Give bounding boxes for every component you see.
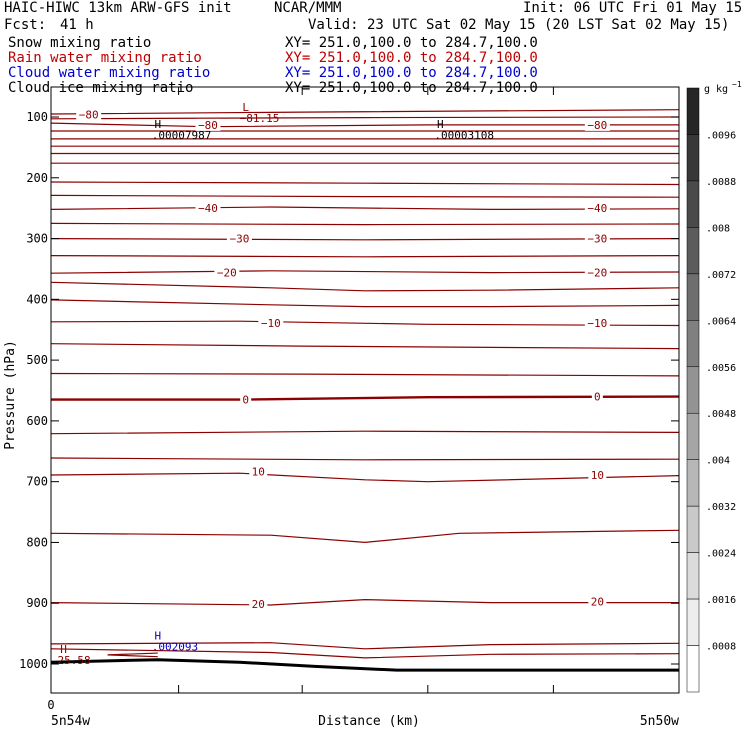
isotherm-line [51, 271, 679, 273]
y-tick-label: 500 [26, 353, 48, 368]
colorbar-swatch [687, 227, 699, 273]
y-tick-label: 300 [26, 231, 48, 246]
colorbar-label: .0088 [706, 176, 737, 188]
isotherm-line [51, 123, 679, 127]
x-axis-end-label: 5n50w [639, 714, 679, 729]
colorbar-unit: g kg [704, 84, 729, 95]
field-ice-name: Cloud ice mixing ratio [8, 80, 194, 96]
colorbar-swatch [687, 646, 699, 692]
isotherm-label: −40 [587, 202, 608, 216]
y-tick-label: 400 [26, 292, 48, 307]
temperature-isotherms [51, 110, 679, 670]
isotherm-label: −80 [78, 108, 99, 122]
field-snow-name: Snow mixing ratio [8, 35, 152, 51]
colorbar-swatch [687, 506, 699, 552]
isotherm-line [51, 431, 679, 434]
x-axis-title: Distance (km) [318, 714, 420, 729]
isotherm-line [51, 282, 679, 291]
colorbar-swatch [687, 88, 699, 134]
isotherm-line [108, 653, 158, 657]
y-tick-label: 700 [26, 474, 48, 489]
colorbar-swatch [687, 274, 699, 320]
isotherm-label: −40 [198, 202, 218, 216]
y-tick-label: 900 [26, 596, 48, 611]
isotherm-line [51, 300, 679, 307]
extremum-value: .00007987 [151, 128, 212, 142]
y-tick-label: 800 [26, 535, 48, 550]
extremum-symbol: L [242, 100, 249, 114]
isotherm-label: −80 [587, 118, 608, 132]
field-snow-xy: XY= 251.0,100.0 to 284.7,100.0 [285, 35, 538, 51]
valid-time: Valid: 23 UTC Sat 02 May 15 (20 LST Sat 02 May 15) [308, 17, 730, 33]
isotherm-line [51, 182, 679, 185]
isotherm-label: −30 [587, 232, 608, 246]
isotherm-label: 10 [590, 468, 604, 482]
isotherm-zero [51, 397, 679, 400]
isotherm-label: −10 [260, 317, 281, 331]
isotherm-line [51, 344, 679, 349]
isotherm-label: 0 [594, 390, 601, 404]
isotherm-label: −30 [229, 232, 250, 246]
field-cloud-name: Cloud water mixing ratio [8, 65, 211, 81]
isotherm-line [51, 110, 679, 114]
colorbar-label: .0048 [706, 409, 737, 421]
isotherm-line [51, 473, 679, 482]
center-name: NCAR/MMM [274, 0, 342, 16]
colorbar-swatch [687, 553, 699, 599]
colorbar-label: .0016 [706, 595, 737, 607]
field-rain-name: Rain water mixing ratio [8, 50, 202, 66]
colorbar-swatch [687, 599, 699, 645]
model-title: HAIC-HIWC 13km ARW-GFS init [4, 0, 232, 16]
extremum-value: .002093 [151, 640, 199, 654]
init-time: Init: 06 UTC Fri 01 May 15 [523, 0, 742, 16]
extremum-symbol: H [437, 117, 444, 131]
colorbar-label: .0008 [706, 641, 737, 653]
extremum-symbol: H [154, 629, 162, 643]
colorbar-label: .0056 [706, 362, 737, 374]
colorbar-unit-exponent: −1 [732, 80, 742, 89]
isotherm-label: −20 [587, 266, 608, 280]
terrain-surface-line [51, 660, 679, 670]
colorbar-swatch [687, 134, 699, 180]
extremum-value: −81.15 [239, 111, 280, 125]
isotherm-line [51, 458, 679, 460]
colorbar-label: .0064 [706, 316, 737, 328]
isotherm-line [51, 600, 679, 605]
extremum-symbol: H [154, 117, 162, 131]
x-axis-start-label: 5n54w [51, 714, 91, 729]
y-tick-label: 200 [26, 170, 48, 185]
y-axis [19, 110, 679, 671]
colorbar-label: .0024 [706, 548, 737, 560]
isotherm-line [51, 195, 679, 197]
isotherm-line [51, 643, 679, 649]
colorbar-label: .004 [706, 455, 731, 467]
extremum-value: 25.58 [57, 654, 91, 668]
y-axis-title: Pressure (hPa) [3, 340, 18, 450]
isotherm-label: 10 [251, 465, 265, 479]
isotherm-line [51, 207, 679, 209]
field-ice-xy: XY= 251.0,100.0 to 284.7,100.0 [285, 80, 538, 96]
colorbar-label: .0096 [706, 130, 737, 142]
colorbar [687, 88, 736, 692]
isotherm-line [51, 223, 679, 224]
forecast-label: Fcst: [4, 17, 47, 33]
isotherm-line [51, 321, 679, 325]
field-rain-xy: XY= 251.0,100.0 to 284.7,100.0 [285, 50, 538, 66]
colorbar-label: .0072 [706, 269, 737, 281]
colorbar-swatch [687, 413, 699, 459]
colorbar-label: .0032 [706, 502, 737, 514]
isotherm-line [51, 374, 679, 376]
extremum-value: .00003108 [434, 128, 494, 142]
colorbar-swatch [687, 367, 699, 413]
isotherm-label: −20 [216, 266, 237, 280]
isotherm-label: 20 [590, 595, 604, 609]
extrema-markers [58, 101, 494, 667]
isotherm-label: 0 [242, 393, 249, 407]
isotherm-line [51, 256, 679, 257]
colorbar-swatch [687, 460, 699, 506]
isotherm-line [51, 239, 679, 240]
isotherm-label: −10 [587, 317, 608, 331]
colorbar-swatch [687, 181, 699, 227]
colorbar-swatch [687, 320, 699, 366]
isotherm-label: −80 [198, 118, 218, 132]
x-axis-zero-label: 0 [47, 698, 55, 712]
isotherm-line [51, 117, 679, 119]
extremum-symbol: H [60, 643, 67, 657]
colorbar-label: .008 [706, 223, 731, 235]
forecast-hour: 41 h [60, 17, 94, 33]
y-tick-label: 600 [26, 413, 48, 428]
isotherm-line [51, 530, 679, 542]
field-cloud-xy: XY= 251.0,100.0 to 284.7,100.0 [285, 65, 538, 81]
y-tick-label: 1000 [19, 657, 48, 671]
isotherm-label: 20 [251, 597, 265, 611]
y-tick-label: 100 [26, 110, 48, 124]
